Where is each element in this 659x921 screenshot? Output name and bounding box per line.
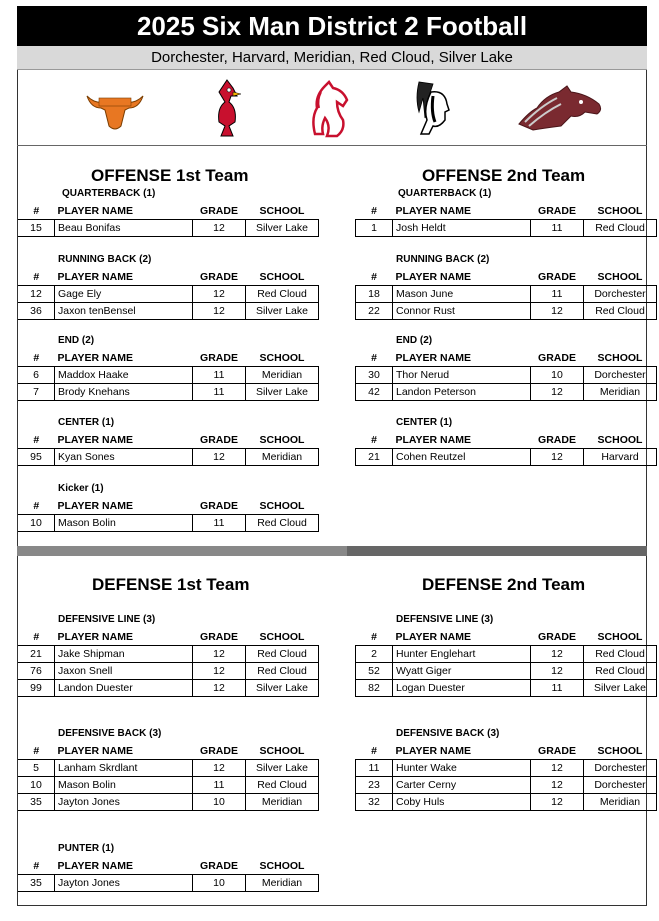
off2-end-table: [355, 350, 657, 401]
cell-name: Jaxon Snell: [55, 663, 193, 680]
cell-name: Jayton Jones: [55, 875, 193, 892]
def2-dl-label: DEFENSIVE LINE (3): [396, 614, 494, 625]
table-row: [18, 794, 319, 811]
column-header-name: PLAYER NAME: [57, 434, 133, 446]
cell-name: Maddox Haake: [55, 367, 193, 384]
table-row: [18, 760, 319, 777]
cell-name: Thor Nerud: [393, 367, 531, 384]
column-header-name: PLAYER NAME: [57, 271, 133, 283]
def1-dl-label: DEFENSIVE LINE (3): [58, 614, 156, 625]
cell-num: 99: [18, 680, 55, 697]
column-header-grade: GRADE: [538, 745, 576, 757]
cell-name: Cohen Reutzel: [393, 449, 531, 466]
table-header-row: [18, 498, 319, 515]
column-header-name: PLAYER NAME: [395, 352, 471, 364]
cell-grade: 11: [531, 680, 584, 697]
cell-num: 21: [18, 646, 55, 663]
column-header-name: PLAYER NAME: [57, 631, 133, 643]
offense-2nd-title: OFFENSE 2nd Team: [422, 166, 586, 185]
cell-num: 52: [356, 663, 393, 680]
cell-school: Silver Lake: [246, 220, 319, 237]
table-row: [356, 680, 657, 697]
column-header-num: #: [33, 500, 40, 512]
cell-grade: 12: [531, 777, 584, 794]
column-header-grade: GRADE: [200, 745, 238, 757]
off1-qb-label: QUARTERBACK (1): [62, 188, 156, 199]
cell-school: Red Cloud: [246, 646, 319, 663]
cell-school: Red Cloud: [246, 286, 319, 303]
cell-grade: 12: [531, 794, 584, 811]
column-header-num: #: [33, 434, 40, 446]
off1-end-table: [18, 350, 319, 401]
logo-strip: [17, 70, 647, 146]
cell-num: 6: [18, 367, 55, 384]
column-header-grade: GRADE: [200, 352, 238, 364]
column-header-school: SCHOOL: [259, 271, 305, 283]
cell-grade: 10: [531, 367, 584, 384]
cell-num: 2: [356, 646, 393, 663]
def2-dl-table: [355, 629, 657, 697]
cell-name: Coby Huls: [393, 794, 531, 811]
cell-num: 32: [356, 794, 393, 811]
cell-name: Connor Rust: [393, 303, 531, 320]
cell-name: Landon Duester: [55, 680, 193, 697]
column-header-grade: GRADE: [538, 352, 576, 364]
table-header-row: [356, 743, 657, 760]
cell-num: 22: [356, 303, 393, 320]
cell-num: 35: [18, 875, 55, 892]
table-row: [356, 220, 657, 237]
cell-school: Meridian: [246, 449, 319, 466]
column-header-grade: GRADE: [538, 631, 576, 643]
table-header-row: [18, 269, 319, 286]
def1-db-table: [18, 743, 319, 811]
cell-school: Red Cloud: [246, 777, 319, 794]
cell-grade: 10: [193, 875, 246, 892]
cell-num: 82: [356, 680, 393, 697]
cell-name: Mason Bolin: [55, 777, 193, 794]
cell-grade: 12: [531, 384, 584, 401]
column-header-num: #: [33, 860, 40, 872]
column-header-num: #: [33, 631, 40, 643]
cell-num: 11: [356, 760, 393, 777]
table-row: [356, 384, 657, 401]
table-row: [356, 303, 657, 320]
cell-grade: 12: [531, 303, 584, 320]
column-header-school: SCHOOL: [259, 860, 305, 872]
cell-name: Logan Duester: [393, 680, 531, 697]
cell-name: Mason June: [393, 286, 531, 303]
cell-grade: 12: [193, 449, 246, 466]
def2-db-table: [355, 743, 657, 811]
defense-1st-title: DEFENSE 1st Team: [92, 575, 250, 594]
cell-num: 10: [18, 777, 55, 794]
cell-num: 42: [356, 384, 393, 401]
cell-grade: 12: [193, 680, 246, 697]
cell-num: 23: [356, 777, 393, 794]
column-header-school: SCHOOL: [597, 434, 643, 446]
cell-grade: 12: [193, 663, 246, 680]
table-row: [356, 449, 657, 466]
cell-name: Jaxon tenBensel: [55, 303, 193, 320]
cell-name: Wyatt Giger: [393, 663, 531, 680]
table-row: [356, 663, 657, 680]
cell-name: Landon Peterson: [393, 384, 531, 401]
cell-grade: 12: [193, 646, 246, 663]
cell-name: Mason Bolin: [55, 515, 193, 532]
cell-grade: 11: [193, 367, 246, 384]
table-row: [18, 220, 319, 237]
def1-punter-label: PUNTER (1): [58, 843, 115, 854]
table-row: [18, 875, 319, 892]
table-row: [18, 303, 319, 320]
column-header-name: PLAYER NAME: [395, 631, 471, 643]
cell-num: 30: [356, 367, 393, 384]
cell-grade: 12: [193, 286, 246, 303]
column-header-grade: GRADE: [200, 860, 238, 872]
table-row: [18, 663, 319, 680]
cell-num: 12: [18, 286, 55, 303]
column-header-num: #: [33, 205, 40, 217]
off1-qb-table: [18, 203, 319, 237]
column-header-name: PLAYER NAME: [395, 745, 471, 757]
defense-2nd-title: DEFENSE 2nd Team: [422, 575, 586, 594]
off1-rb-label: RUNNING BACK (2): [58, 254, 152, 265]
table-row: [18, 646, 319, 663]
cell-school: Meridian: [584, 794, 657, 811]
cell-school: Red Cloud: [584, 663, 657, 680]
off1-kicker-label: Kicker (1): [58, 483, 104, 494]
column-header-name: PLAYER NAME: [395, 205, 471, 217]
column-header-grade: GRADE: [200, 271, 238, 283]
meridian-mustang-logo: [307, 78, 353, 138]
cell-grade: 11: [193, 777, 246, 794]
column-header-grade: GRADE: [200, 500, 238, 512]
table-header-row: [18, 432, 319, 449]
cell-school: Silver Lake: [246, 760, 319, 777]
cell-name: Kyan Sones: [55, 449, 193, 466]
cell-grade: 11: [193, 515, 246, 532]
cell-num: 15: [18, 220, 55, 237]
column-header-school: SCHOOL: [259, 352, 305, 364]
red-cloud-warrior-logo: [413, 78, 453, 138]
column-header-grade: GRADE: [538, 271, 576, 283]
harvard-cardinal-logo: [207, 78, 247, 138]
table-row: [18, 449, 319, 466]
column-header-school: SCHOOL: [259, 745, 305, 757]
column-header-grade: GRADE: [200, 205, 238, 217]
table-header-row: [18, 743, 319, 760]
cell-school: Dorchester: [584, 367, 657, 384]
column-header-name: PLAYER NAME: [395, 271, 471, 283]
column-header-school: SCHOOL: [259, 631, 305, 643]
cell-name: Beau Bonifas: [55, 220, 193, 237]
table-row: [356, 777, 657, 794]
off1-center-table: [18, 432, 319, 466]
cell-school: Meridian: [246, 794, 319, 811]
off2-end-label: END (2): [396, 335, 433, 346]
off2-rb-table: [355, 269, 657, 320]
cell-grade: 12: [193, 220, 246, 237]
cell-num: 18: [356, 286, 393, 303]
def1-punter-table: [18, 858, 319, 892]
cell-num: 1: [356, 220, 393, 237]
cell-name: Lanham Skrdlant: [55, 760, 193, 777]
cell-school: Red Cloud: [584, 646, 657, 663]
cell-school: Dorchester: [584, 286, 657, 303]
column-header-num: #: [33, 745, 40, 757]
cell-school: Meridian: [246, 875, 319, 892]
column-header-school: SCHOOL: [259, 500, 305, 512]
table-header-row: [356, 350, 657, 367]
cell-num: 21: [356, 449, 393, 466]
cell-school: Silver Lake: [246, 680, 319, 697]
column-header-num: #: [371, 631, 377, 643]
cell-grade: 12: [531, 449, 584, 466]
table-header-row: [18, 629, 319, 646]
cell-name: Josh Heldt: [393, 220, 531, 237]
cell-school: Red Cloud: [246, 663, 319, 680]
cell-grade: 12: [531, 646, 584, 663]
off1-rb-table: [18, 269, 319, 320]
column-header-num: #: [33, 352, 40, 364]
def2-db-label: DEFENSIVE BACK (3): [396, 728, 500, 739]
cell-name: Carter Cerny: [393, 777, 531, 794]
cell-grade: 12: [531, 663, 584, 680]
cell-school: Dorchester: [584, 760, 657, 777]
cell-num: 36: [18, 303, 55, 320]
table-header-row: [18, 350, 319, 367]
table-header-row: [356, 629, 657, 646]
off1-center-label: CENTER (1): [58, 417, 115, 428]
silver-lake-mustang-logo: [515, 78, 605, 138]
cell-grade: 10: [193, 794, 246, 811]
cell-school: Red Cloud: [584, 303, 657, 320]
table-row: [18, 384, 319, 401]
table-header-row: [356, 432, 657, 449]
column-header-name: PLAYER NAME: [57, 745, 133, 757]
table-header-row: [356, 269, 657, 286]
off1-end-label: END (2): [58, 335, 95, 346]
off2-rb-label: RUNNING BACK (2): [396, 254, 490, 265]
cell-school: Dorchester: [584, 777, 657, 794]
section-divider: [17, 546, 647, 556]
off2-qb-table: [355, 203, 657, 237]
column-header-grade: GRADE: [200, 631, 238, 643]
table-row: [356, 760, 657, 777]
column-header-num: #: [371, 745, 377, 757]
off2-center-table: [355, 432, 657, 466]
off2-qb-label: QUARTERBACK (1): [398, 188, 492, 199]
table-row: [356, 646, 657, 663]
cell-school: Silver Lake: [246, 384, 319, 401]
cell-name: Hunter Wake: [393, 760, 531, 777]
cell-grade: 12: [531, 760, 584, 777]
column-header-name: PLAYER NAME: [395, 434, 471, 446]
cell-name: Gage Ely: [55, 286, 193, 303]
column-header-grade: GRADE: [538, 205, 576, 217]
cell-name: Jayton Jones: [55, 794, 193, 811]
table-row: [356, 286, 657, 303]
table-row: [18, 515, 319, 532]
cell-num: 5: [18, 760, 55, 777]
page-title: 2025 Six Man District 2 Football: [17, 6, 647, 46]
cell-name: Brody Knehans: [55, 384, 193, 401]
column-header-num: #: [371, 271, 377, 283]
cell-grade: 11: [531, 220, 584, 237]
cell-name: Jake Shipman: [55, 646, 193, 663]
def1-db-label: DEFENSIVE BACK (3): [58, 728, 162, 739]
cell-num: 10: [18, 515, 55, 532]
cell-school: Silver Lake: [584, 680, 657, 697]
cell-school: Meridian: [584, 384, 657, 401]
column-header-grade: GRADE: [200, 434, 238, 446]
column-header-school: SCHOOL: [597, 631, 643, 643]
column-header-num: #: [33, 271, 40, 283]
cell-grade: 12: [193, 303, 246, 320]
table-row: [18, 367, 319, 384]
cell-school: Meridian: [246, 367, 319, 384]
cell-grade: 11: [193, 384, 246, 401]
column-header-school: SCHOOL: [597, 205, 643, 217]
schools-subtitle: Dorchester, Harvard, Meridian, Red Cloud, Silver Lake: [17, 46, 647, 70]
dorchester-logo: [85, 78, 145, 138]
off1-kicker-table: [18, 498, 319, 532]
cell-school: Red Cloud: [584, 220, 657, 237]
table-row: [18, 777, 319, 794]
column-header-school: SCHOOL: [597, 745, 643, 757]
cell-num: 35: [18, 794, 55, 811]
column-header-school: SCHOOL: [259, 434, 305, 446]
table-row: [356, 367, 657, 384]
cell-school: Harvard: [584, 449, 657, 466]
table-header-row: [356, 203, 657, 220]
column-header-num: #: [371, 205, 377, 217]
table-header-row: [18, 203, 319, 220]
table-row: [356, 794, 657, 811]
cell-grade: 12: [193, 760, 246, 777]
off2-center-label: CENTER (1): [396, 417, 453, 428]
column-header-school: SCHOOL: [259, 205, 305, 217]
column-header-name: PLAYER NAME: [57, 352, 133, 364]
column-header-name: PLAYER NAME: [57, 860, 133, 872]
column-header-num: #: [371, 434, 377, 446]
column-header-grade: GRADE: [538, 434, 576, 446]
cell-name: Hunter Englehart: [393, 646, 531, 663]
column-header-name: PLAYER NAME: [57, 205, 133, 217]
offense-1st-title: OFFENSE 1st Team: [91, 166, 249, 185]
cell-num: 76: [18, 663, 55, 680]
column-header-school: SCHOOL: [597, 271, 643, 283]
cell-school: Red Cloud: [246, 515, 319, 532]
cell-school: Silver Lake: [246, 303, 319, 320]
table-header-row: [18, 858, 319, 875]
column-header-school: SCHOOL: [597, 352, 643, 364]
column-header-name: PLAYER NAME: [57, 500, 133, 512]
cell-num: 95: [18, 449, 55, 466]
cell-num: 7: [18, 384, 55, 401]
def1-dl-table: [18, 629, 319, 697]
column-header-num: #: [371, 352, 377, 364]
table-row: [18, 680, 319, 697]
cell-grade: 11: [531, 286, 584, 303]
table-row: [18, 286, 319, 303]
